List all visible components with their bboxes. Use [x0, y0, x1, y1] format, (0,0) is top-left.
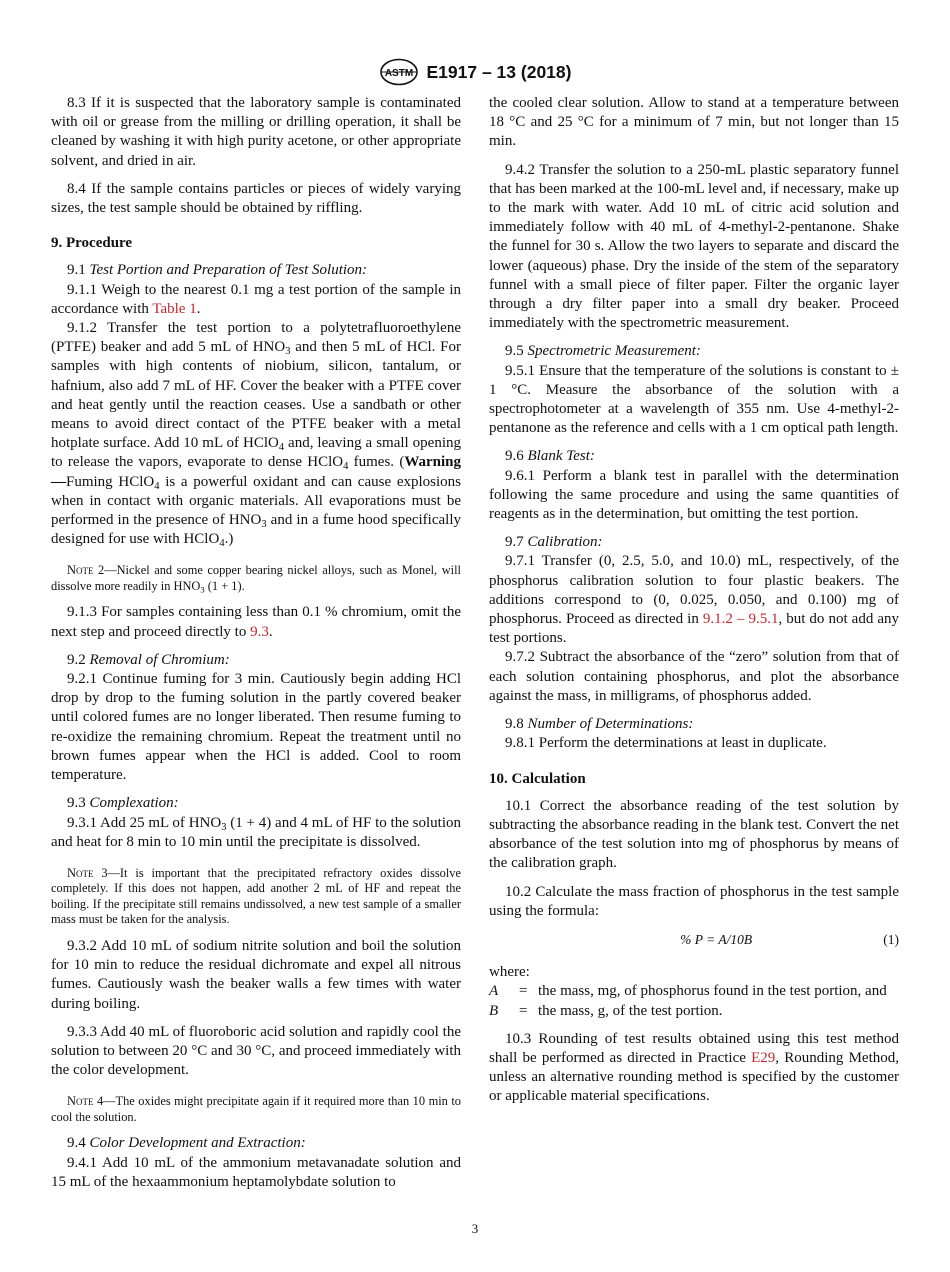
subheading-9-4: Color Development and Extraction: — [89, 1135, 306, 1152]
para-10-3: 10.3 Rounding of test results obtained using this test method shall be performed as directed in Practice E29, Rounding Method, unless an alternative rounding method is specified by the customer or applicable material specifications. — [489, 1030, 900, 1105]
where-label: where: — [489, 964, 530, 981]
para-9-7: 9.7 Calibration: — [505, 534, 603, 551]
page-number: 3 — [471, 1221, 479, 1236]
section-heading-10: 10. Calculation — [489, 770, 586, 787]
note-4: Note 4—The oxides might precipitate again if it required more than 10 min to cool the solution. — [51, 1094, 461, 1124]
variable-definitions — [489, 982, 899, 1020]
left-column — [51, 94, 461, 1192]
logo-text: ASTM — [384, 68, 413, 79]
note-2: Note 2—Nickel and some copper bearing nickel alloys, such as Monel, will dissolve more readily in $HNO_3$ (1 + 1). — [51, 563, 461, 595]
para-9-5-1: 9.5.1 Ensure that the temperature of the solutions is constant to ± 1 °C. Measure the absorbance of the solution with a spectrophotometer at a wavelength of 355 nm. Use 4-methyl-2-pentanone as the reference and cells with a 1 cm optical path length. — [489, 362, 899, 437]
subheading-9-8: Number of Determinations: — [527, 716, 694, 733]
para-9-8-1: 9.8.1 Perform the determinations at least in duplicate. — [505, 735, 827, 752]
para-9-1-2: 9.1.2 Transfer the test portion to a polytetrafluoroethylene (PTFE) beaker and add 5 mL of $HNO_3$ and then 5 mL of HCl. For samples with high contents of niobium, silicon, tantalum, or hafnium, also add 7 mL of HF. Cover the beaker with a PTFE cover and heat gently until the reaction ceases. Use a sandbath or other means to avoid direct contact of the PTFE beaker with a metal hotplate surface. Add 10 mL of HClO$_4$ and, leaving a small opening to release the vapors, evaporate to dense HClO$_4$ fumes. (Warning—Fuming HClO$_4$ is a powerful oxidant and can cause explosions when in contact with organic materials. All evaporations must be performed in the presence of $HNO_3$ and in a fume hood specifically designed for use with HClO$_4$.) — [51, 320, 462, 550]
subheading-9-1: Test Portion and Preparation of Test Solution: — [89, 262, 368, 279]
para-9-1: 9.1 Test Portion and Preparation of Test Solution: — [67, 262, 368, 279]
para-9-5: 9.5 Spectrometric Measurement: — [505, 343, 701, 360]
definition-b: B = the mass, g, of the test portion. — [489, 1002, 723, 1019]
astm-logo-icon — [379, 58, 419, 86]
subheading-9-7: Calibration: — [527, 534, 603, 551]
subheading-9-5: Spectrometric Measurement: — [527, 343, 701, 360]
para-9-3-2: 9.3.2 Add 10 mL of sodium nitrite solution and boil the solution for 10 min to reduce the residual dichromate and expel all nitrous fumes. Cautiously wash the beaker walls a few times with water during boiling. — [51, 937, 461, 1012]
section-range-link[interactable]: 9.1.2 – 9.5.1 — [702, 611, 779, 628]
formula-expression: % P = A/10B — [680, 931, 753, 947]
table-1-link[interactable]: Table 1 — [152, 300, 197, 317]
para-8-4: 8.4 If the sample contains particles or pieces of widely varying sizes, the test sample should be obtained by riffling. — [51, 180, 461, 217]
para-10-2: 10.2 Calculate the mass fraction of phosphorus in the test sample using the formula: — [489, 883, 899, 919]
para-9-1-3: 9.1.3 For samples containing less than 0.1 % chromium, omit the next step and proceed directly to 9.3. — [51, 604, 461, 640]
para-9-4: 9.4 Color Development and Extraction: — [67, 1135, 306, 1152]
para-9-6-1: 9.6.1 Perform a blank test in parallel with the determination following the same procedure and using the same quantities of reagents as in the determination, but omitting the test portion. — [489, 467, 899, 523]
e29-link[interactable]: E29 — [751, 1049, 776, 1066]
para-9-2-1: 9.2.1 Continue fuming for 3 min. Cautiously begin adding HCl drop by drop to the fuming solution in the partly covered beaker until colored fumes are no longer liberated. Then resume fuming to re-oxidize the remaining chromium. Repeat the treatment until no brown fumes appear when the HCl is added. Cool to room temperature. — [51, 671, 461, 784]
subheading-9-6: Blank Test: — [527, 448, 595, 465]
para-9-2: 9.2 Removal of Chromium: — [67, 651, 230, 668]
para-8-3: 8.3 If it is suspected that the laboratory sample is contaminated with oil or grease from the milling or drilling operation, it shall be cleaned by washing it with high purity acetone, or other appropriate solvent, and dried in air. — [51, 95, 461, 169]
formula-number: (1) — [883, 931, 899, 947]
section-heading-9: 9. Procedure — [51, 235, 133, 252]
para-9-4-1-cont: the cooled clear solution. Allow to stand at a temperature between 18 °C and 25 °C for a minimum of 7 min, but not longer than 15 min. — [489, 95, 899, 150]
note-3: Note 3—It is important that the precipitated refractory oxides dissolve completely. If this does not happen, add another 2 mL of HF and repeat the boiling. If the precipitate still remains undissolved, a new test sample of a smaller mass must be taken for the analysis. — [51, 865, 461, 927]
subheading-9-2: Removal of Chromium: — [89, 651, 230, 668]
para-9-6: 9.6 Blank Test: — [505, 448, 595, 465]
warning-label: Warning— — [51, 454, 461, 490]
right-column — [489, 94, 899, 1116]
para-9-3-3: 9.3.3 Add 40 mL of fluoroboric acid solution and rapidly cool the solution to between 20 °C and 30 °C, and proceed immediately with the color development. — [51, 1023, 461, 1079]
para-9-3-1: 9.3.1 Add 25 mL of $HNO_3$ (1 + 4) and 4 mL of HF to the solution and heat for 8 min to 10 min until the precipitate is dissolved. — [51, 814, 461, 850]
page-header — [0, 58, 950, 86]
para-9-4-1: 9.4.1 Add 10 mL of the ammonium metavanadate solution and 15 mL of the hexaammonium heptamolybdate solution to — [51, 1154, 461, 1190]
para-9-4-2: 9.4.2 Transfer the solution to a 250-mL plastic separatory funnel that has been marked at the 100-mL level and, if necessary, make up to the mark with water. Add 10 mL of citric acid solution and immediately follow with 40 mL of 4-methyl-2-pentanone. Shake the funnel for 30 s. Allow the two layers to separate and discard the lower (aqueous) phase. Dry the inside of the stem of the separatory funnel with a small piece of filter paper. Filter the organic layer through a dry filter paper into a small dry beaker. Proceed immediately with the spectrometric measurement. — [489, 161, 899, 332]
definition-a: A = the mass, mg, of phosphorus found in the test portion, and — [489, 983, 887, 1000]
section-9-3-link[interactable]: 9.3 — [250, 623, 269, 640]
subheading-9-3: Complexation: — [89, 795, 179, 812]
document-title: E1917 – 13 (2018) — [426, 61, 572, 82]
para-9-7-2: 9.7.2 Subtract the absorbance of the “zero” solution from that of each solution containing phosphorus, and plot the absorbance against the mass, in milligrams, of phosphorus added. — [489, 649, 899, 704]
para-9-1-1: 9.1.1 Weigh to the nearest 0.1 mg a test portion of the sample in accordance with Table 1. — [51, 281, 461, 317]
para-9-8: 9.8 Number of Determinations: — [505, 716, 694, 733]
formula-1 — [489, 930, 899, 949]
para-9-7-1: 9.7.1 Transfer (0, 2.5, 5.0, and 10.0) mL, respectively, of the phosphorus calibration solution to four plastic beakers. The additions correspond to (0, 0.025, 0.050, and 0.100) mg of phosphorus. Proceed as directed in 9.1.2 – 9.5.1, but do not add any test portions. — [489, 553, 900, 647]
para-9-3: 9.3 Complexation: — [67, 795, 179, 812]
para-10-1: 10.1 Correct the absorbance reading of the test solution by subtracting the absorbance reading in the blank test. Convert the net absorbance of the test solution into mg of phosphorus by means of the calibration graph. — [489, 797, 899, 872]
